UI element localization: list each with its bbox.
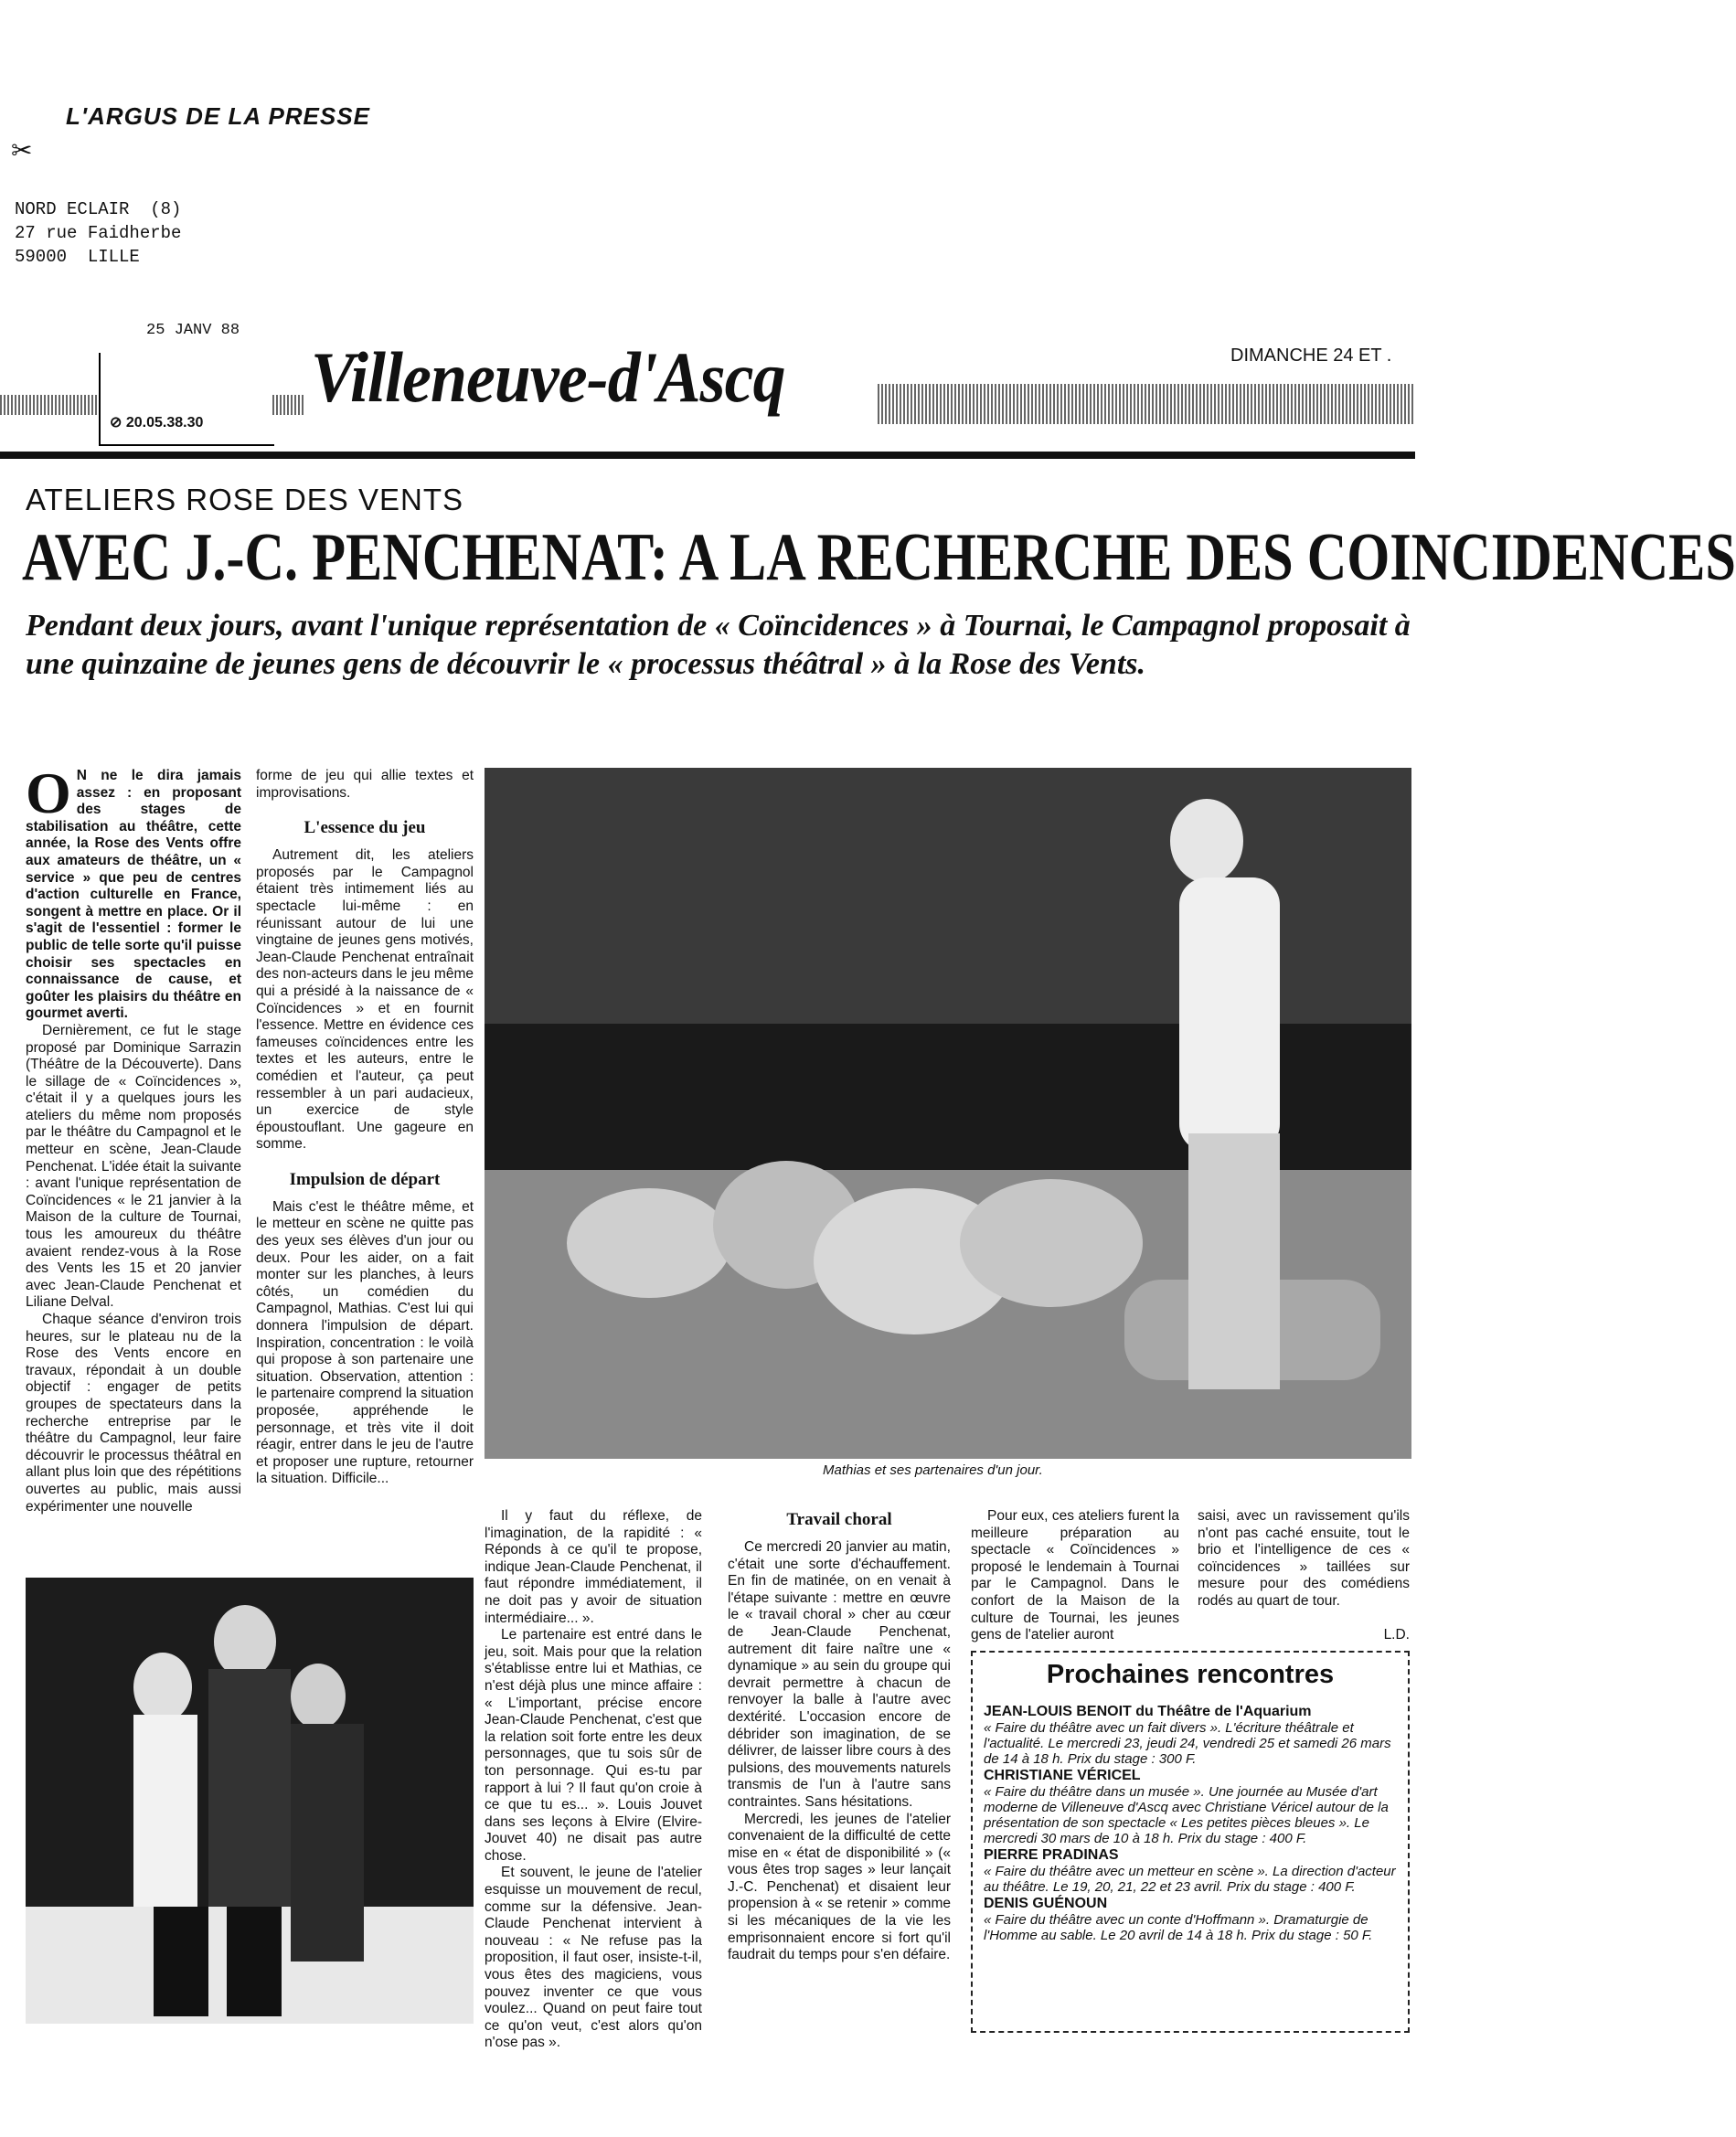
event-item: [984, 1895, 1397, 1943]
paragraph: forme de jeu qui allie textes et improvisations.: [256, 768, 474, 801]
subheading: L'essence du jeu: [304, 818, 426, 838]
hatch-band-mid: [272, 395, 305, 415]
column-2: [256, 768, 474, 1488]
column-4: [728, 1508, 951, 1964]
photo-illustration: [485, 768, 1411, 1459]
address-line: 27 rue Faidherbe: [15, 223, 182, 243]
section-title: Villeneuve-d'Ascq: [311, 337, 785, 417]
scissors-icon: ✂: [11, 137, 33, 165]
paragraph: Dernièrement, ce fut le stage proposé par Dominique Sarrazin (Théâtre de la Découverte). Dans le sillage de « Coïncidences », c'était il y a quelques jours les ateliers du même nom proposés par le théâtre du Campagnol et le metteur en scène, Jean-Claude Penchenat. L'idée était la suivante : avant l'unique représentation de Coïncidences « le 21 janvier à la Maison de la culture de Tournai, tous les amoureux du théâtre avaient rendez-vous à la Rose des Vents les 15 et 20 janvier avec Jean-Claude Penchenat et Liliane Delval.: [26, 1022, 241, 1311]
event-text: « Faire du théâtre avec un fait divers ». L'écriture théâtrale et l'actualité. Le mercredi 23, jeudi 24, vendredi 25 et samedi 26 mars de 14 à 18 h. Prix du stage : 300 F.: [984, 1720, 1391, 1767]
paragraph: Le partenaire est entré dans le jeu, soit. Mais pour que la relation s'établisse entre lui et Mathias, ce n'est déjà plus une mince affaire : « L'important, précise encore Jean-Claude Penchenat, c'est que la relation soit forte entre les deux personnages, que tu sois sûr de ton personnage. Qui es-tu par rapport à lui ? Il faut qu'on croie à ce que tu es... ». Louis Jouvet dans ses leçons à Elvire (Elvire-Jouvet 40) ne disait pas autre chose.: [485, 1627, 702, 1864]
paragraph: Pour eux, ces ateliers furent la meilleure préparation au spectacle « Coïncidences » proposé le lendemain à Tournai par le Campagnol. Dans le confort de la Maison de la culture de Tournai, les jeunes gens de l'atelier auront: [971, 1508, 1179, 1643]
column-3: [485, 1508, 702, 2052]
photo-illustration: [26, 1578, 474, 2024]
event-item: [984, 1846, 1397, 1895]
lead-paragraph: N ne le dira jamais assez : en proposant des stages de stabilisation au théâtre, cette année, la Rose des Vents offre aux amateurs de théâtre, un « service » que peu de centres d'action culturelle en France, songent à mettre en place. Or il s'agit de l'essentiel : former le public de telle sorte qu'il puisse choisir ses spectacles en connaissance de cause, et goûter les plaisirs du théâtre en gourmet averti.: [26, 768, 241, 1022]
main-photo: [485, 768, 1411, 1459]
column-5: [971, 1508, 1179, 1644]
paragraph: Autrement dit, les ateliers proposés par le Campagnol étaient très intimement liés au spectacle lui-même : en réunissant autour de lui une vingtaine de jeunes gens motivés, Jean-Claude Penchenat entraînait des non-acteurs dans le jeu même qui a présidé à la naissance de « Coïncidences » et en fournit l'essence. Mettre en évidence ces fameuses coïncidences entre les textes et les auteurs, entre le comédien et l'auteur, ça peut ressembler à un pari audacieux, un exercice de style époustouflant. Une gageure en somme.: [256, 847, 474, 1153]
paragraph: Mercredi, les jeunes de l'atelier convenaient de la difficulté de cette mise en « état de disponibilité » (« vous êtes trop sages » leur lançait J.-C. Penchenat) et disaient leur propension à « se retenir » comme si les mécaniques de la vie les emprisonnaient encore si fort qu'il faudrait du temps pour s'en défaire.: [728, 1811, 951, 1963]
event-text: « Faire du théâtre avec un conte d'Hoffmann ». Dramaturgie de l'Homme au sable. Le 20 avril de 14 à 18 h. Prix du stage : 50 F.: [984, 1912, 1373, 1943]
article-signature: L.D.: [1383, 1626, 1410, 1643]
article-headline: AVEC J.-C. PENCHENAT: A LA RECHERCHE DES COINCIDENCES: [22, 520, 1736, 595]
secondary-photo: [26, 1578, 474, 2024]
photo-caption: Mathias et ses partenaires d'un jour.: [823, 1462, 1043, 1478]
clipping-agency-logo: L'ARGUS DE LA PRESSE: [66, 102, 370, 130]
date-box: [99, 353, 274, 446]
article-standfirst: Pendant deux jours, avant l'unique représentation de « Coïncidences » à Tournai, le Campagnol proposait à une quinzaine de jeunes gens de découvrir le « processus théâtral » à la Rose des Vents.: [26, 609, 1411, 681]
paragraph: Mais c'est le théâtre même, et le metteur en scène ne quitte pas des yeux ses élèves d'un jour ou deux. Pour les aider, on a fait monter sur les planches, à leurs côtés, un comédien du Campagnol, Mathias. C'est lui qui donnera l'impulsion de départ. Inspiration, concentration : le voilà qui propose à son partenaire une situation. Observation, attention : le partenaire comprend la situation proposée, appréhende le personnage, et très vite il doit réagir, entrer dans le jeu de l'autre et proposer une rupture, retourner la situation. Difficile...: [256, 1198, 474, 1487]
paragraph: Il y faut du réflexe, de l'imagination, de la rapidité : « Réponds à ce qu'il te propose, indique Jean-Claude Penchenat, il faut répondre immédiatement, il ne doit pas y avoir de situation intermédiaire... ».: [485, 1508, 702, 1626]
event-name: JEAN-LOUIS BENOIT du Théâtre de l'Aquarium: [984, 1704, 1312, 1719]
paragraph: Chaque séance d'environ trois heures, sur le plateau nu de la Rose des Vents encore en travaux, répondait à un double objectif : engager de petits groupes de spectateurs dans la recherche entreprise par le théâtre du Campagnol, leur faire découvrir le processus théâtral en allant plus loin que des répétitions ouvertes au public, mais aussi expérimenter une nouvelle: [26, 1312, 241, 1515]
column-1: [26, 760, 241, 1515]
event-name: PIERRE PRADINAS: [984, 1847, 1119, 1863]
address-line: NORD ECLAIR (8): [15, 199, 182, 219]
column-6: [1198, 1508, 1410, 1643]
date-stamp: 25 JANV 88: [146, 322, 240, 339]
box-title: Prochaines rencontres: [1046, 1660, 1335, 1689]
subheading: Impulsion de départ: [289, 1169, 441, 1189]
event-item: [984, 1703, 1397, 1767]
masthead-rule: [0, 452, 1415, 459]
paragraph: Et souvent, le jeune de l'atelier esquisse un mouvement de recul, comme sur la défensive. Jean-Claude Penchenat intervient à nouveau : « Ne refuse pas la proposition, il faut oser, insiste-t-il, vous êtes des magiciens, vous pouvez inventer ce que vous voulez... Quand on peut faire tout ce qu'on veut, c'est alors qu'on n'ose pas ».: [485, 1865, 702, 2051]
reference-code: ⊘ 20.05.38.30: [110, 415, 204, 431]
edition-date: DIMANCHE 24 ET .: [1230, 346, 1392, 366]
paragraph: saisi, avec un ravissement qu'ils n'ont pas caché ensuite, tout le brio et l'intelligence de ces « coïncidences » taillées sur mesure pour des comédiens rodés au quart de tour.: [1198, 1508, 1410, 1609]
event-item: [984, 1767, 1397, 1846]
event-name: DENIS GUÉNOUN: [984, 1896, 1108, 1911]
reference-code-value: 20.05.38.30: [125, 415, 204, 431]
article-kicker: ATELIERS ROSE DES VENTS: [26, 483, 464, 516]
hatch-band-right: [878, 384, 1415, 424]
paragraph: Ce mercredi 20 janvier au matin, c'était une sorte d'échauffement. En fin de matinée, on en venait à l'étape suivante : mettre en œuvre le « travail choral » cher au cœur de Jean-Claude Penchenat, autrement dit faire naître une « dynamique » au sein du groupe qui devrait permettre à chacun de renvoyer la balle à l'autre avec dextérité. L'occasion encore de débrider son imagination, de se délivrer, de laisser libre cours à des pulsions, des mouvements naturels transmis de l'un à l'autre sans contraintes. Sans hésitations.: [728, 1539, 951, 1810]
subheading: Travail choral: [786, 1510, 892, 1529]
drop-cap: O: [26, 760, 71, 825]
event-text: « Faire du théâtre dans un musée ». Une journée au Musée d'art moderne de Villeneuve d'Ascq avec Christiane Véricel autour de la présentation de son spectacle « Les petites pièces bleues ». Le mercredi 30 mars de 10 à 18 h. Prix du stage : 400 F.: [984, 1784, 1389, 1846]
event-text: « Faire du théâtre avec un metteur en scène ». La direction d'acteur au théâtre. Le 19, 20, 21, 22 et 23 avril. Prix du stage : 400 F.: [984, 1864, 1396, 1895]
event-name: CHRISTIANE VÉRICEL: [984, 1768, 1141, 1783]
upcoming-events-box: [971, 1651, 1410, 2033]
publication-address: [15, 197, 181, 269]
hatch-band-left: [0, 395, 99, 415]
address-line: 59000 LILLE: [15, 247, 140, 267]
